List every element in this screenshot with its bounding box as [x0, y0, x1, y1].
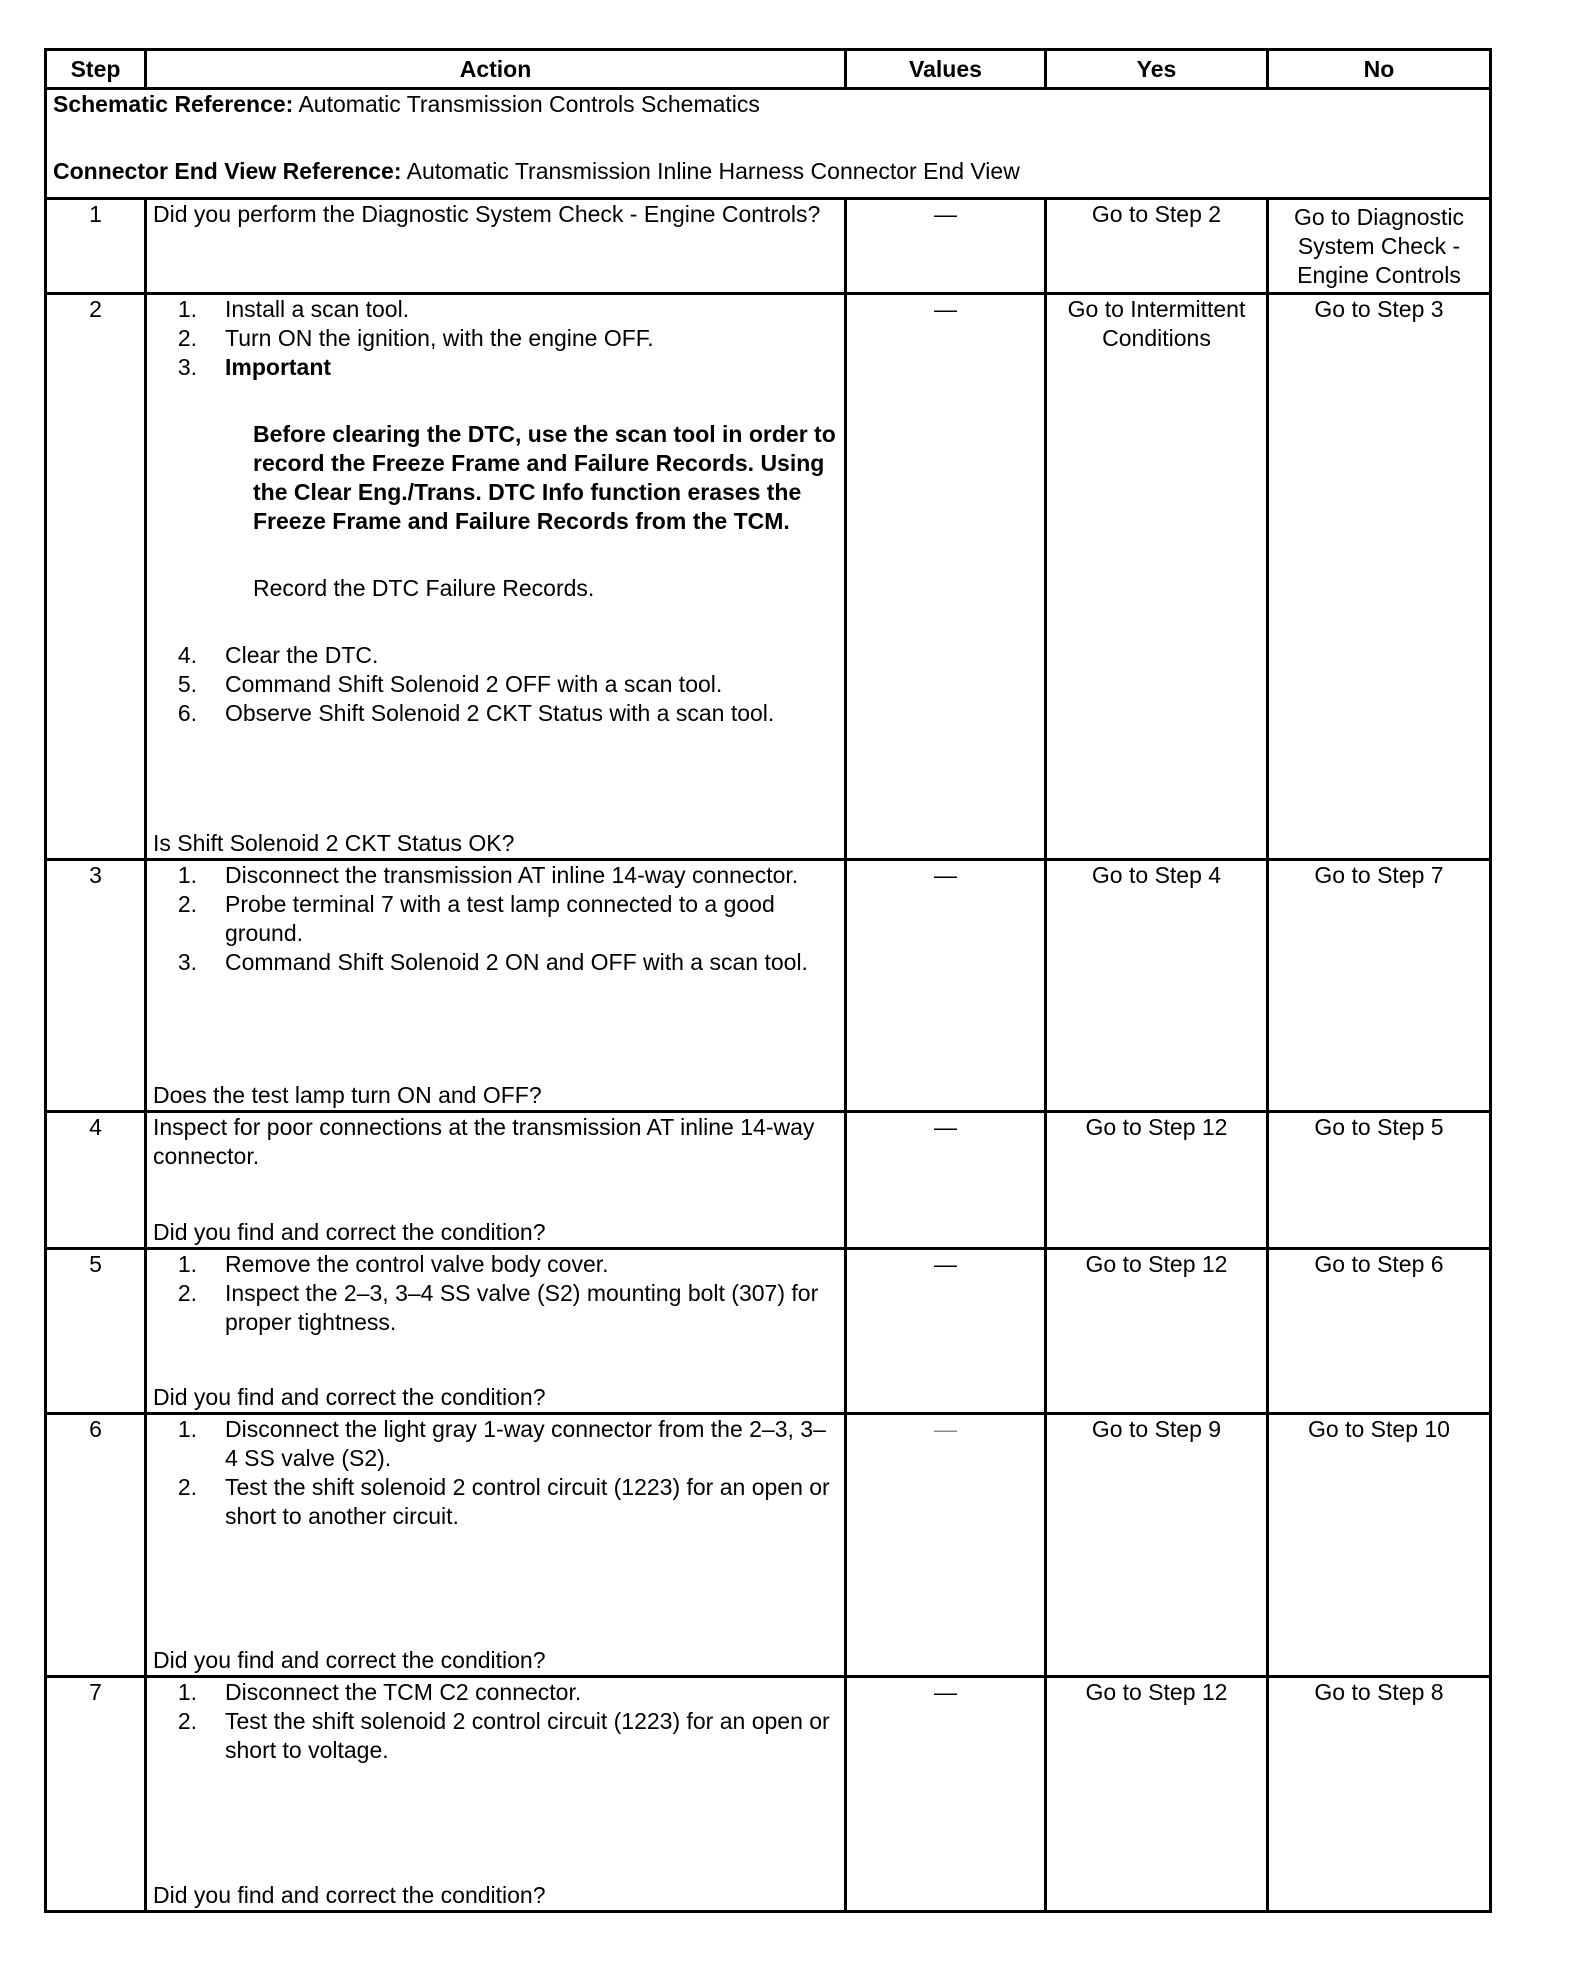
schematic-reference [53, 90, 1483, 119]
list-item: 3. Important [153, 353, 838, 382]
header-row [46, 50, 1491, 89]
action-cell [146, 294, 846, 860]
step-number: 2 [46, 294, 146, 860]
yes-cell: Go to Step 2 [1046, 199, 1268, 294]
connector-reference-value: Automatic Transmission Inline Harness Connector End View [401, 158, 1020, 184]
table-row [46, 860, 1491, 1112]
value-cell: — [846, 1249, 1046, 1414]
important-heading: Important [225, 354, 332, 380]
action-list [153, 1678, 838, 1765]
value-cell: — [846, 1112, 1046, 1249]
step-number: 3 [46, 860, 146, 1112]
list-item: 5. Command Shift Solenoid 2 OFF with a scan tool. [177, 671, 723, 697]
action-question: Did you find and correct the condition? [153, 1882, 546, 1908]
list-item: 3. Command Shift Solenoid 2 ON and OFF with a scan tool. [177, 949, 808, 975]
important-note: Before clearing the DTC, use the scan tool in order to record the Freeze Frame and Failure Records. Using the Clear Eng./Trans. DTC Info function erases the Freeze Frame and Failure Records from the TCM. [253, 421, 836, 534]
value-cell: — [846, 199, 1046, 294]
action-list [153, 295, 838, 382]
table-row [46, 294, 1491, 860]
value-cell: — [846, 1414, 1046, 1677]
value-cell: — [846, 294, 1046, 860]
action-list [153, 641, 838, 728]
table-row [46, 199, 1491, 294]
step-number: 5 [46, 1249, 146, 1414]
reference-cell [46, 89, 1491, 199]
list-item: 1. Disconnect the transmission AT inline 14-way connector. [177, 862, 799, 888]
list-item: 2. Test the shift solenoid 2 control circuit (1223) for an open or short to another circuit. [177, 1474, 830, 1529]
schematic-reference-value: Automatic Transmission Controls Schematics [293, 91, 760, 117]
table-row [46, 1112, 1491, 1249]
action-question: Did you find and correct the condition? [153, 1647, 546, 1673]
action-text: Inspect for poor connections at the transmission AT inline 14-way connector. [153, 1114, 815, 1169]
action-cell [146, 199, 846, 294]
action-text: Did you perform the Diagnostic System Check - Engine Controls? [153, 201, 821, 227]
action-cell [146, 1112, 846, 1249]
action-cell [146, 1414, 846, 1677]
action-list [153, 861, 838, 977]
action-list [153, 1415, 838, 1531]
list-item: 4. Clear the DTC. [177, 642, 379, 668]
list-item: 1. Install a scan tool. [177, 296, 410, 322]
no-cell: Go to Step 7 [1268, 860, 1491, 1112]
header-values: Values [846, 50, 1046, 89]
list-item: 1. Disconnect the light gray 1-way connector from the 2–3, 3–4 SS valve (S2). [177, 1416, 826, 1471]
value-cell: — [846, 860, 1046, 1112]
yes-cell: Go to Step 4 [1046, 860, 1268, 1112]
step-number: 7 [46, 1677, 146, 1912]
no-cell: Go to Step 8 [1268, 1677, 1491, 1912]
yes-cell: Go to Step 12 [1046, 1112, 1268, 1249]
no-cell: Go to Step 10 [1268, 1414, 1491, 1677]
no-cell: Go to Step 3 [1268, 294, 1491, 860]
list-item: 2. Test the shift solenoid 2 control circuit (1223) for an open or short to voltage. [177, 1708, 830, 1763]
connector-reference-label: Connector End View Reference: [53, 158, 402, 184]
table-row [46, 1414, 1491, 1677]
yes-cell: Go to Step 9 [1046, 1414, 1268, 1677]
step-number: 1 [46, 199, 146, 294]
list-item: 2. Inspect the 2–3, 3–4 SS valve (S2) mounting bolt (307) for proper tightness. [177, 1280, 819, 1335]
value-cell: — [846, 1677, 1046, 1912]
list-item: 2. Probe terminal 7 with a test lamp connected to a good ground. [177, 891, 775, 946]
action-cell [146, 1249, 846, 1414]
list-item: 2. Turn ON the ignition, with the engine OFF. [177, 325, 654, 351]
action-list [153, 1250, 838, 1337]
table-row [46, 1677, 1491, 1912]
important-followup: Record the DTC Failure Records. [253, 575, 595, 601]
connector-reference [53, 157, 1483, 186]
diagnostic-table [44, 48, 1492, 1913]
list-item: 6. Observe Shift Solenoid 2 CKT Status with a scan tool. [177, 700, 775, 726]
no-cell: Go to Diagnostic System Check - Engine Controls [1268, 199, 1491, 294]
action-cell [146, 1677, 846, 1912]
action-question: Does the test lamp turn ON and OFF? [153, 1082, 542, 1108]
header-no: No [1268, 50, 1491, 89]
list-item: 1. Disconnect the TCM C2 connector. [177, 1679, 582, 1705]
action-cell [146, 860, 846, 1112]
table-row [46, 1249, 1491, 1414]
header-action: Action [146, 50, 846, 89]
list-item: 1. Remove the control valve body cover. [177, 1251, 609, 1277]
yes-cell: Go to Intermittent Conditions [1046, 294, 1268, 860]
yes-cell: Go to Step 12 [1046, 1677, 1268, 1912]
action-question: Did you find and correct the condition? [153, 1219, 546, 1245]
no-cell: Go to Step 5 [1268, 1112, 1491, 1249]
header-step: Step [46, 50, 146, 89]
step-number: 4 [46, 1112, 146, 1249]
header-yes: Yes [1046, 50, 1268, 89]
schematic-reference-label: Schematic Reference: [53, 91, 294, 117]
step-number: 6 [46, 1414, 146, 1677]
action-question: Is Shift Solenoid 2 CKT Status OK? [153, 830, 515, 856]
yes-cell: Go to Step 12 [1046, 1249, 1268, 1414]
reference-row [46, 89, 1491, 199]
action-question: Did you find and correct the condition? [153, 1384, 546, 1410]
no-cell: Go to Step 6 [1268, 1249, 1491, 1414]
